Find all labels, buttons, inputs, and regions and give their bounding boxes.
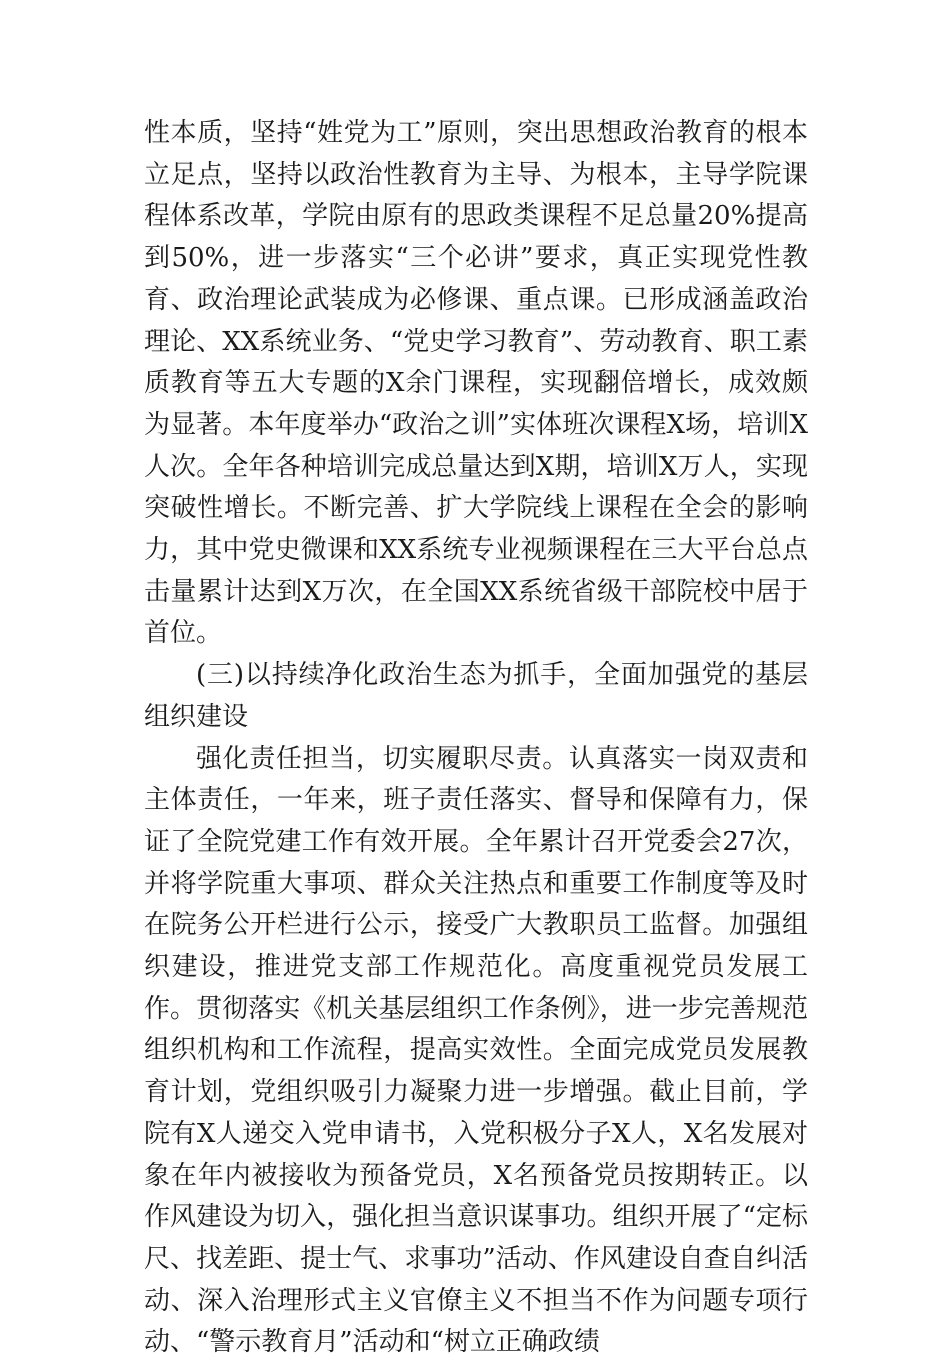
section-heading: (三)以持续净化政治生态为抓手，全面加强党的基层组织建设 (144, 660, 808, 732)
paragraph-continued: 性本质，坚持“姓党为工”原则，突出思想政治教育的根本立足点，坚持以政治性教育为主导、为根本，主导学院课程体系改革，学院由原有的思政类课程不足总量20%提高到50%，进一步落实“三个必讲”要求，真正实现党性教育、政治理论武装成为必修课、重点课。已形成涵盖政治理论、XX系统业务、“党史学习教育”、劳动教育、职工素质教育等五大专题的X余门课程，实现翻倍增长，成效颇为显著。本年度举办“政治之训”实体班次课程X场，培训X人次。全年各种培训完成总量达到X期，培训X万人，实现突破性增长。不断完善、扩大学院线上课程在全会的影响力，其中党史微课和XX系统专业视频课程在三大平台总点击量累计达到X万次，在全国XX系统省级干部院校中居于首位。 (144, 118, 808, 649)
document-body (144, 113, 808, 1364)
paragraph-responsibility: 强化责任担当，切实履职尽责。认真落实一岗双责和主体责任，一年来，班子责任落实、督导和保障有力，保证了全院党建工作有效开展。全年累计召开党委会27次，并将学院重大事项、群众关注热点和重要工作制度等及时在院务公开栏进行公示，接受广大教职员工监督。加强组织建设，推进党支部工作规范化。高度重视党员发展工作。贯彻落实《机关基层组织工作条例》，进一步完善规范组织机构和工作流程，提高实效性。全面完成党员发展教育计划，党组织吸引力凝聚力进一步增强。截止目前，学院有X人递交入党申请书，入党积极分子X人，X名发展对象在年内被接收为预备党员，X名预备党员按期转正。以作风建设为切入，强化担当意识谋事功。组织开展了“定标尺、找差距、提士气、求事功”活动、作风建设自查自纠活动、深入治理形式主义官僚主义不担当不作为问题专项行动、“警示教育月”活动和“树立正确政绩 (144, 743, 808, 1358)
